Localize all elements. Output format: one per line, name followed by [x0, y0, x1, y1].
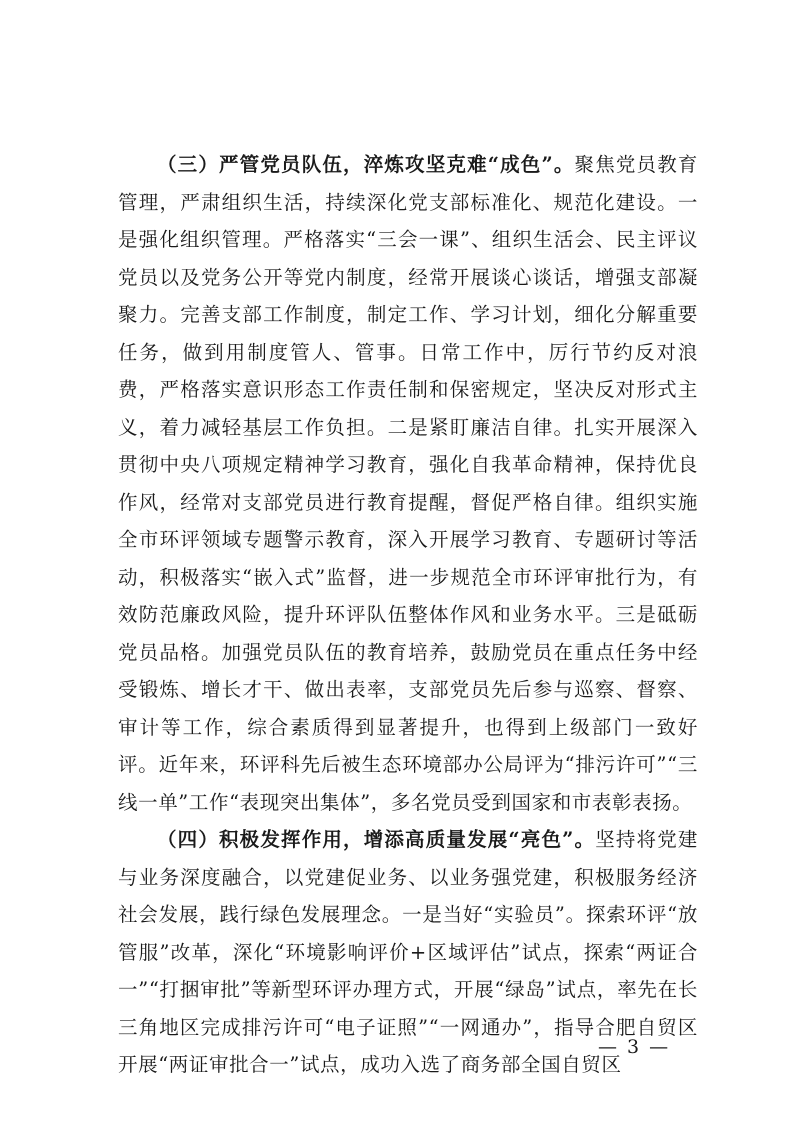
page-number: — 3 —: [598, 1036, 671, 1058]
paragraph-three-text: 聚焦党员教育管理，严肃组织生活，持续深化党支部标准化、规范化建设。一是强化组织管理。严格落实“三会一课”、组织生活会、民主评议党员以及党务公开等党内制度，经常开展谈心谈话，增强支部凝聚力。完善支部工作制度，制定工作、学习计划，细化分解重要任务，做到用制度管人、管事。日常工作中，厉行节约反对浪费，严格落实意识形态工作责任制和保密规定，坚决反对形式主义，着力减轻基层工作负担。二是紧盯廉洁自律。扎实开展深入贯彻中央八项规定精神学习教育，强化自我革命精神，保持优良作风，经常对支部党员进行教育提醒，督促严格自律。组织实施全市环评领域专题警示教育，深入开展学习教育、专题研讨等活动，积极落实“嵌入式”监督，进一步规范全市环评审批行为，有效防范廉政风险，提升环评队伍整体作风和业务水平。三是砥砺党员品格。加强党员队伍的教育培养，鼓励党员在重点任务中经受锻炼、增长才干、做出表率，支部党员先后参与巡察、督察、审计等工作，综合素质得到显著提升，也得到上级部门一致好评。近年来，环评科先后被生态环境部办公局评为“排污许可”“三线一单”工作“表现突出集体”，多名党员受到国家和市表彰表扬。: [118, 153, 698, 814]
paragraph-three-heading: （三）严管党员队伍，淬炼攻坚克难“成色”。: [157, 153, 575, 176]
paragraph-four-heading: （四）积极发挥作用，增添高质量发展“亮色”。: [157, 828, 596, 851]
document-body: [118, 146, 698, 1084]
paragraph-four-text: 坚持将党建与业务深度融合，以党建促业务、以业务强党建，积极服务经济社会发展，践行绿色发展理念。一是当好“实验员”。探索环评“放管服”改革，深化“环境影响评价+区域评估”试点，探索“两证合一”“打捆审批”等新型环评办理方式，开展“绿岛”试点，率先在长三角地区完成排污许可“电子证照”“一网通办”，指导合肥自贸区开展“两证审批合一”试点，成功入选了商务部全国自贸区: [118, 828, 698, 1076]
paragraph-three: [118, 146, 698, 821]
